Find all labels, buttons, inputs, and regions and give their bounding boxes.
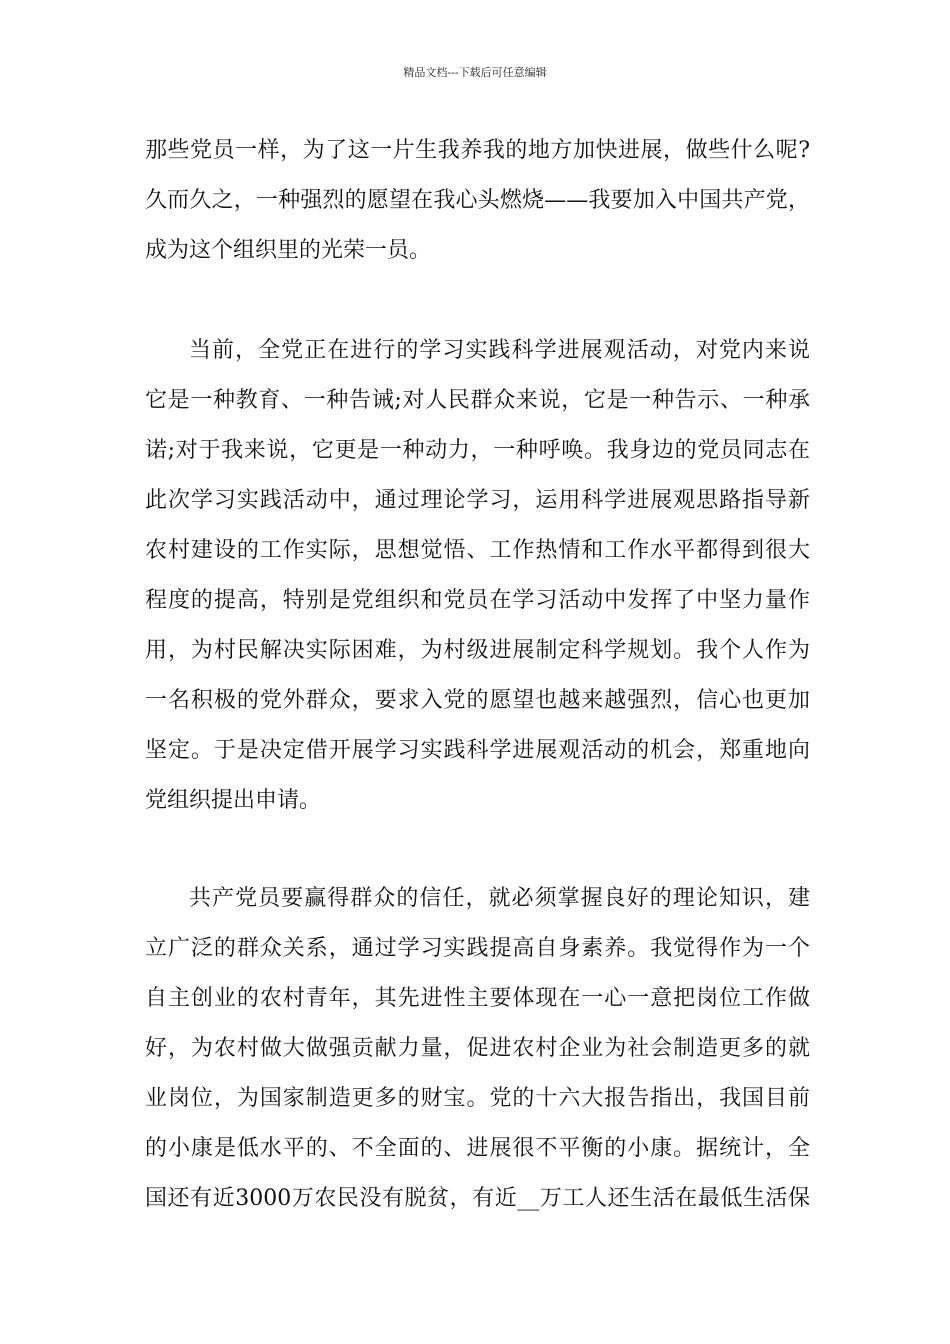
paragraph-2-line-8: 一名积极的党外群众，要求入党的愿望也越来越强烈，信心也更加	[145, 688, 810, 713]
paragraph-3-line-3: 自主创业的农村青年，其先进性主要体现在一心一意把岗位工作做	[145, 986, 810, 1011]
paragraph-2-line-9: 坚定。于是决定借开展学习实践科学进展观活动的机会，郑重地向	[145, 738, 810, 763]
paragraph-2-line-6: 程度的提高，特别是党组织和党员在学习活动中发挥了中坚力量作	[145, 588, 810, 613]
paragraph-2-line-2: 它是一种教育、一种告诫;对人民群众来说，它是一种告示、一种承	[145, 388, 810, 413]
paragraph-2-line-5: 农村建设的工作实际，思想觉悟、工作热情和工作水平都得到很大	[145, 538, 810, 563]
paragraph-3-line-7: 国还有近3000万农民没有脱贫，有近__万工人还生活在最低生活保	[145, 1186, 810, 1211]
paragraph-3-line-5: 业岗位，为国家制造更多的财宝。党的十六大报告指出，我国目前	[145, 1086, 810, 1111]
paragraph-1-line-3: 成为这个组织里的光荣一员。	[145, 238, 432, 263]
paragraph-2-line-1: 当前，全党正在进行的学习实践科学进展观活动，对党内来说	[189, 338, 810, 363]
paragraph-2-line-7: 用，为村民解决实际困难，为村级进展制定科学规划。我个人作为	[145, 638, 810, 663]
paragraph-3-line-6: 的小康是低水平的、不全面的、进展很不平衡的小康。据统计，全	[145, 1136, 810, 1161]
paragraph-3-line-1: 共产党员要赢得群众的信任，就必须掌握良好的理论知识，建	[189, 886, 810, 911]
paragraph-1-line-1: 那些党员一样，为了这一片生我养我的地方加快进展，做些什么呢?	[145, 138, 810, 163]
paragraph-1-line-2: 久而久之，一种强烈的愿望在我心头燃烧——我要加入中国共产党，	[145, 188, 810, 213]
paragraph-2-line-10: 党组织提出申请。	[145, 788, 322, 813]
paragraph-3-line-4: 好，为农村做大做强贡献力量，促进农村企业为社会制造更多的就	[145, 1036, 810, 1061]
paragraph-2-line-3: 诺;对于我来说，它更是一种动力，一种呼唤。我身边的党员同志在	[145, 438, 810, 463]
paragraph-2-line-4: 此次学习实践活动中，通过理论学习，运用科学进展观思路指导新	[145, 488, 810, 513]
page-header: 精品文档---下载后可任意编辑	[403, 66, 547, 79]
paragraph-3-line-2: 立广泛的群众关系，通过学习实践提高自身素养。我觉得作为一个	[145, 936, 810, 961]
